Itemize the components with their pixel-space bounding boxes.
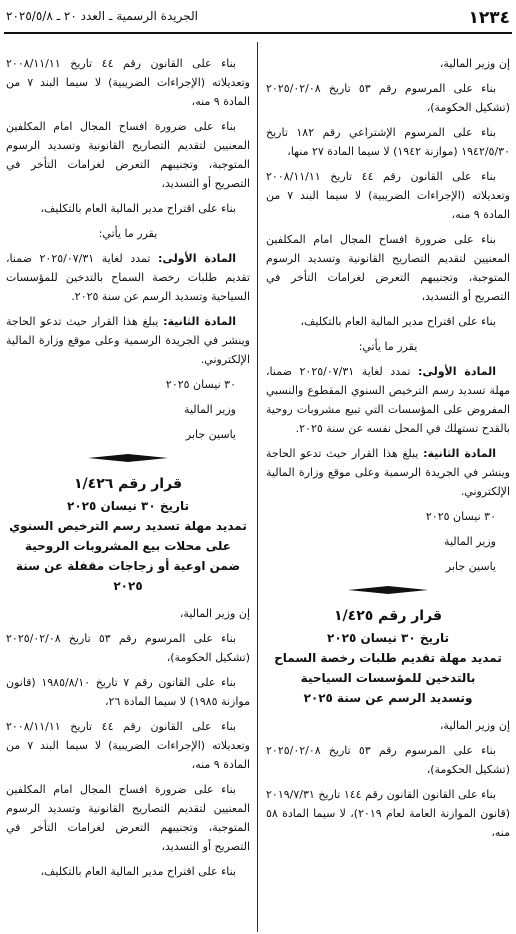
decides-heading: يقرر ما يأتي:	[98, 227, 158, 240]
decision-number: قرار رقم ١/٤٢٥	[334, 608, 442, 624]
signer-title: وزير المالية	[184, 403, 236, 416]
recital: بناء على اقتراح مدير المالية العام بالتكليف،	[40, 865, 236, 878]
column-divider	[257, 42, 258, 932]
preamble-minister: إن وزير المالية،	[179, 607, 250, 620]
recital: بناء على المرسوم رقم ٥٣ تاريخ ٢٠٢٥/٠٢/٠٨ (تشكيل الحكومة)،	[266, 82, 510, 114]
article-1-label: المادة الأولى:	[158, 252, 236, 265]
recital: بناء على القانون القانون رقم ١٤٤ تاريخ ٢٠١٩/٧/٣١ (قانون الموازنة العامة لعام ٢٠١٩)، لا سيما المادة ٥٨ منه،	[266, 788, 510, 839]
recital: بناء على القانون رقم ٤٤ تاريخ ٢٠٠٨/١١/١١ وتعديلاته (الإجراءات الضريبية) لا سيما البند ٧ من المادة ٩ منه،	[6, 57, 250, 108]
preamble-minister: إن وزير المالية،	[439, 719, 510, 732]
recital: بناء على ضرورة افساح المجال امام المكلفين المعنيين لتقديم التصاريح القانونية وتسديد الرسوم المتوجبة، وتجنيبهم التعرض لغرامات التأخر في التصريح أو التسديد،	[266, 233, 510, 303]
article-1	[6, 249, 250, 306]
section-separator-ornament	[348, 586, 428, 594]
decision-title-line: على محلات بيع المشروبات الروحية	[24, 539, 232, 553]
decision-title-line: بالتدخين للمؤسسات السياحية	[300, 671, 476, 685]
article-2	[266, 444, 510, 501]
recital: بناء على المرسوم الإشتراعي رقم ١٨٢ تاريخ ١٩٤٢/٥/٣٠ (موازنة ١٩٤٢) لا سيما المادة ٢٧ منها،	[266, 126, 510, 158]
signer-name: ياسين جابر	[185, 428, 236, 441]
article-2-label: المادة الثانية:	[163, 315, 236, 328]
section-separator-ornament	[88, 454, 168, 462]
signature-date: ٣٠ نيسان ٢٠٢٥	[425, 510, 496, 523]
decision-date: تاريخ ٣٠ نيسان ٢٠٢٥	[327, 631, 449, 645]
recital: بناء على المرسوم رقم ٥٣ تاريخ ٢٠٢٥/٠٢/٠٨ (تشكيل الحكومة)،	[266, 744, 510, 776]
signer-name: ياسين جابر	[445, 560, 496, 573]
decision-title-line: وتسديد الرسم عن سنة ٢٠٢٥	[303, 691, 473, 705]
decision-title-line: ضمن اوعية أو زجاجات مقفلة عن سنة ٢٠٢٥	[15, 559, 241, 593]
signature-date: ٣٠ نيسان ٢٠٢٥	[165, 378, 236, 391]
decision-date: تاريخ ٣٠ نيسان ٢٠٢٥	[67, 499, 189, 513]
article-2-text: يبلغ هذا القرار حيث تدعو الحاجة وينشر في الجريدة الرسمية وعلى موقع وزارة المالية الإلكتروني.	[6, 315, 250, 366]
decision-title-line: تمديد مهلة تقديم طلبات رخصة السماح	[274, 651, 502, 665]
recital: بناء على اقتراح مدير المالية العام بالتكليف،	[300, 315, 496, 328]
article-1-text: تمدد لغاية ٢٠٢٥/٠٧/٣١ ضمنا، مهلة تسديد رسم الترخيص السنوي المقطوع والنسبي المفروض على المؤسسات التي تبيع مشروبات روحية بالقدح تستهلك في المحل نفسه عن سنة ٢٠٢٥.	[266, 365, 510, 435]
article-2-text: يبلغ هذا القرار حيث تدعو الحاجة وينشر في الجريدة الرسمية وعلى موقع وزارة المالية الإلكتروني.	[266, 447, 510, 498]
decision-number: قرار رقم ١/٤٢٦	[74, 476, 182, 492]
recital: بناء على القانون رقم ٤٤ تاريخ ٢٠٠٨/١١/١١ وتعديلاته (الإجراءات الضريبية) لا سيما البند ٧ من المادة ٩ منه،	[6, 720, 250, 771]
header-rule	[4, 32, 512, 34]
decides-heading: يقرر ما يأتي:	[358, 340, 418, 353]
recital: بناء على القانون رقم ٤٤ تاريخ ٢٠٠٨/١١/١١ وتعديلاته (الإجراءات الضريبية) لا سيما البند ٧ من المادة ٩ منه،	[266, 170, 510, 221]
decision-title-line: تمديد مهلة تسديد رسم الترخيص السنوي	[9, 519, 247, 533]
recital: بناء على القانون رقم ٧ تاريخ ١٩٨٥/٨/١٠ (قانون موازنة ١٩٨٥) لا سيما المادة ٢٦،	[6, 676, 250, 708]
right-column	[266, 54, 510, 848]
signer-title: وزير المالية	[444, 535, 496, 548]
recital: بناء على ضرورة افساح المجال امام المكلفين المعنيين لتقديم التصاريح القانونية وتسديد الرسوم المتوجبة، وتجنيبهم التعرض لغرامات التأخر في التصريح أو التسديد،	[6, 120, 250, 190]
article-1-text: تمدد لغاية ٢٠٢٥/٠٧/٣١ ضمنا، تقديم طلبات رخصة السماح بالتدخين للمؤسسات السياحية وتسديد الرسم عن سنة ٢٠٢٥.	[6, 252, 250, 303]
recital: بناء على اقتراح مدير المالية العام بالتكليف،	[40, 202, 236, 215]
article-2	[6, 312, 250, 369]
recital: بناء على ضرورة افساح المجال امام المكلفين المعنيين لتقديم التصاريح القانونية وتسديد الرسوم المتوجبة، وتجنيبهم التعرض لغرامات التأخر في التصريح أو التسديد،	[6, 783, 250, 853]
article-1-label: المادة الأولى:	[418, 365, 496, 378]
page-header	[4, 6, 512, 30]
preamble-minister: إن وزير المالية،	[439, 57, 510, 70]
gazette-title: الجريدة الرسمية ـ العدد ٢٠ ـ ٢٠٢٥/٥/٨	[6, 9, 198, 23]
article-1	[266, 362, 510, 438]
article-2-label: المادة الثانية:	[423, 447, 496, 460]
page-number: ١٢٣٤	[468, 8, 510, 28]
left-column	[6, 54, 250, 887]
recital: بناء على المرسوم رقم ٥٣ تاريخ ٢٠٢٥/٠٢/٠٨ (تشكيل الحكومة)،	[6, 632, 250, 664]
